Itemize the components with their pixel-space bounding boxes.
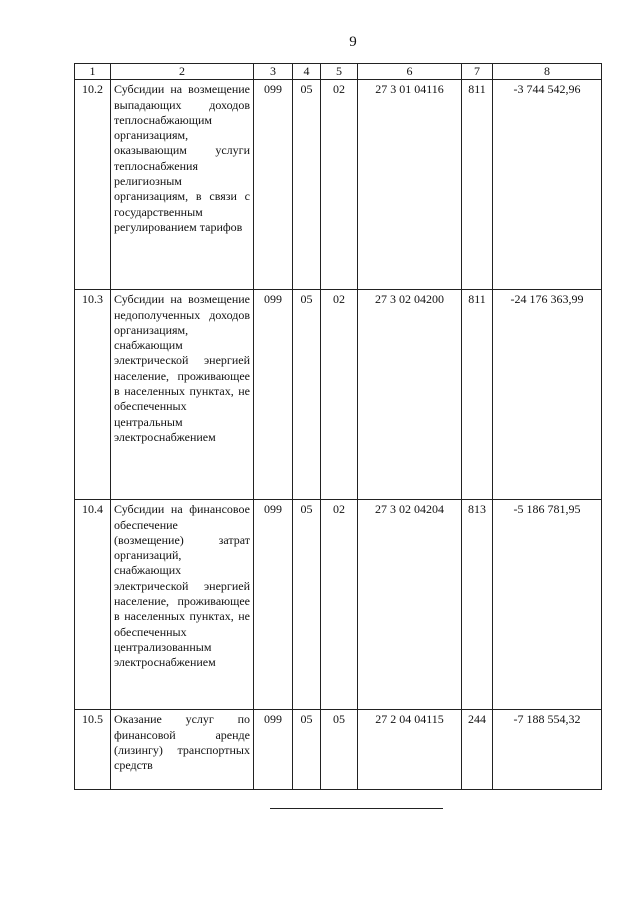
- row-col7: 813: [462, 500, 493, 710]
- row-code: 27 3 02 04200: [358, 290, 462, 500]
- row-amount: -5 186 781,95: [493, 500, 602, 710]
- table-row: [75, 80, 602, 290]
- table-header-row: [75, 64, 602, 80]
- row-description: Оказание услуг по финансовой аренде (лизингу) транспортных средств: [111, 710, 254, 790]
- table-row: [75, 290, 602, 500]
- footer-divider-line: [270, 808, 443, 809]
- row-col4: 05: [293, 290, 321, 500]
- header-cell-8: 8: [493, 64, 602, 80]
- row-col4: 05: [293, 500, 321, 710]
- row-amount: -24 176 363,99: [493, 290, 602, 500]
- header-cell-2: 2: [111, 64, 254, 80]
- header-cell-5: 5: [321, 64, 358, 80]
- row-number: 10.3: [75, 290, 111, 500]
- row-col3: 099: [254, 80, 293, 290]
- row-code: 27 3 01 04116: [358, 80, 462, 290]
- row-col5: 05: [321, 710, 358, 790]
- header-cell-1: 1: [75, 64, 111, 80]
- table-row: [75, 500, 602, 710]
- row-col7: 244: [462, 710, 493, 790]
- table-row: [75, 710, 602, 790]
- row-col5: 02: [321, 290, 358, 500]
- row-col5: 02: [321, 500, 358, 710]
- row-col7: 811: [462, 80, 493, 290]
- row-description: Субсидии на возмещение недополученных доходов организациям, снабжающим электрической энергией население, проживающее в населенных пунктах, не обеспеченных центральным электроснабжением: [111, 290, 254, 500]
- page-number: 9: [349, 34, 357, 50]
- budget-table: [74, 63, 602, 790]
- row-col3: 099: [254, 500, 293, 710]
- row-amount: -7 188 554,32: [493, 710, 602, 790]
- row-amount: -3 744 542,96: [493, 80, 602, 290]
- row-code: 27 2 04 04115: [358, 710, 462, 790]
- row-col4: 05: [293, 80, 321, 290]
- row-col3: 099: [254, 710, 293, 790]
- row-col3: 099: [254, 290, 293, 500]
- row-col7: 811: [462, 290, 493, 500]
- row-code: 27 3 02 04204: [358, 500, 462, 710]
- row-number: 10.5: [75, 710, 111, 790]
- row-description: Субсидии на возмещение выпадающих доходов теплоснабжающим организациям, оказывающим услуги теплоснабжения религиозным организациям, в связи с государственным регулированием тарифов: [111, 80, 254, 290]
- row-number: 10.4: [75, 500, 111, 710]
- row-description: Субсидии на финансовое обеспечение (возмещение) затрат организаций, снабжающих электрической энергией население, проживающее в населенных пунктах, не обеспеченных централизованным электроснабжением: [111, 500, 254, 710]
- row-col4: 05: [293, 710, 321, 790]
- header-cell-3: 3: [254, 64, 293, 80]
- row-number: 10.2: [75, 80, 111, 290]
- header-cell-6: 6: [358, 64, 462, 80]
- row-col5: 02: [321, 80, 358, 290]
- header-cell-4: 4: [293, 64, 321, 80]
- header-cell-7: 7: [462, 64, 493, 80]
